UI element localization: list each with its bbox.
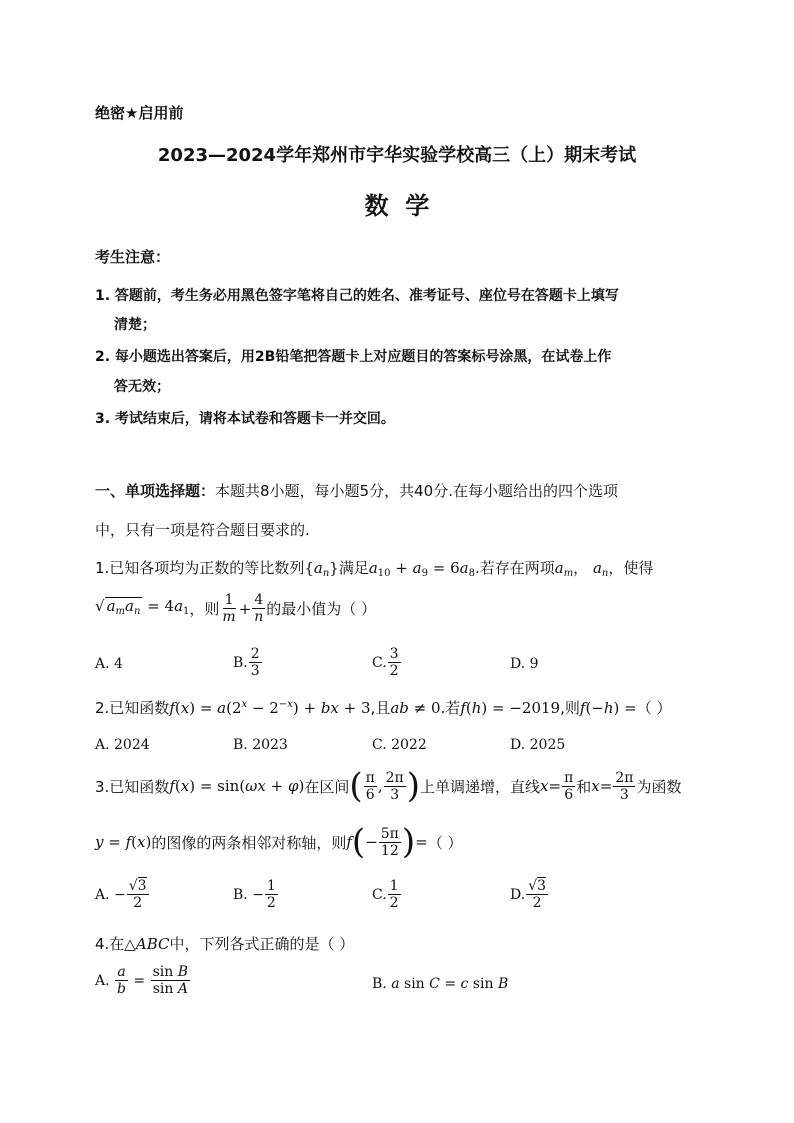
q2-function-math: $f(x) = a(2^x - 2^{-x})$ + bx + 3 — [169, 699, 371, 717]
q4-option-a[interactable]: A. $\frac{a}{b}$ = $\frac{\text{sin B}}{\text{sin A}}$ — [95, 964, 189, 997]
section-1-line-2: 中，只有一项是符合题目要求的. — [95, 521, 310, 539]
question-3-line-2: y = f(x) 的图像的两条相邻对称轴，则 f ( − $\frac{5\pi}{12}$ ) = （ ） — [95, 822, 463, 862]
notice-item-1: 1. 答题前，考生务必用黑色签字笔将自己的姓名、准考证号、座位号在答题卡上填写 — [95, 288, 619, 304]
confidential-label: 绝密★启用前 — [95, 104, 184, 122]
question-1-line-2: √ $a_ma_n = 4a_1$ ，则 $\frac{1}{m}$ + $\frac{4}{n}$ 的最小值为（ ） — [95, 592, 377, 625]
q3-option-b[interactable]: B. − $\frac{1}{2}$ — [233, 878, 276, 911]
notice-heading: 考生注意： — [95, 248, 171, 266]
q1-option-c[interactable]: C. $\frac{3}{2}$ — [372, 646, 399, 679]
q1-fraction-2: $\frac{4}{n}$ — [254, 592, 264, 625]
q1-fraction-1: $\frac{1}{m}$ — [222, 592, 236, 625]
question-1-line-1: 1.已知各项均为正数的等比数列$\{a_n\}$满足$a_{10} + a_9 = 6a_8$.若存在两项$a_m$， $a_n$，使得 — [95, 559, 654, 579]
q3-option-c[interactable]: C. $\frac{1}{2}$ — [372, 878, 399, 911]
question-3-line-1: 3.已知函数 f(x) = sin(ωx + φ) 在区间 ( $\frac{\pi}{6}$ , $\frac{2\pi}{3}$ ) 上单调递增，直线 x = $\frac{\pi}{6}$ 和 x = $\frac{2\pi}{3}$ 为函数 — [95, 766, 682, 806]
exam-title: 2023—2024学年郑州市宇华实验学校高三（上）期末考试 — [157, 145, 637, 166]
notice-item-1-cont: 清楚； — [114, 317, 156, 333]
q2-option-a[interactable]: A. 2024 — [95, 737, 150, 753]
section-1-line-1 — [95, 480, 618, 501]
q1-terms-math: $a_m$， $a_n$ — [554, 559, 609, 579]
question-4-line: 4.在△ABC中，下列各式正确的是（ ） — [95, 935, 355, 953]
q1-condition-math: $a_{10} + a_9 = 6a_8$ — [368, 559, 475, 579]
q1-option-d[interactable]: D. 9 — [510, 656, 539, 672]
subject-title: 数 学 — [364, 192, 430, 220]
question-2-line: 2.已知函数$f(x) = a(2^x - 2^{-x})$ + bx + 3,且ab ≠ 0.若f(h) = −2019,则f(−h) =（ ） — [95, 699, 672, 717]
q1-option-b[interactable]: B. $\frac{2}{3}$ — [233, 646, 260, 679]
notice-item-3: 3. 考试结束后，请将本试卷和答题卡一并交回。 — [95, 411, 395, 427]
section-1-heading: 一、单项选择题： — [95, 482, 216, 500]
q3-option-a[interactable]: A. − $\frac{√3}{2}$ — [95, 878, 147, 911]
section-1-desc: 本题共8小题，每小题5分，共40分.在每小题给出的四个选项 — [215, 482, 618, 500]
q2-option-c[interactable]: C. 2022 — [372, 737, 427, 753]
q1-sqrt-math: √ $a_ma_n = 4a_1$ — [95, 597, 189, 620]
q1-option-a[interactable]: A. 4 — [95, 656, 123, 672]
q1-sequence-math: $\{a_n\}$ — [304, 559, 339, 579]
q3-function-math: f(x) = sin(ωx + φ) — [169, 777, 305, 795]
notice-item-2-cont: 答无效； — [114, 379, 170, 395]
q2-option-b[interactable]: B. 2023 — [233, 737, 288, 753]
q2-option-d[interactable]: D. 2025 — [510, 737, 566, 753]
q3-option-d[interactable]: D. $\frac{√3}{2}$ — [510, 878, 547, 911]
q4-option-b[interactable]: B. a sin C = c sin B — [372, 976, 509, 992]
notice-item-2: 2. 每小题选出答案后，用2B铅笔把答题卡上对应题目的答案标号涂黑，在试卷上作 — [95, 349, 612, 365]
